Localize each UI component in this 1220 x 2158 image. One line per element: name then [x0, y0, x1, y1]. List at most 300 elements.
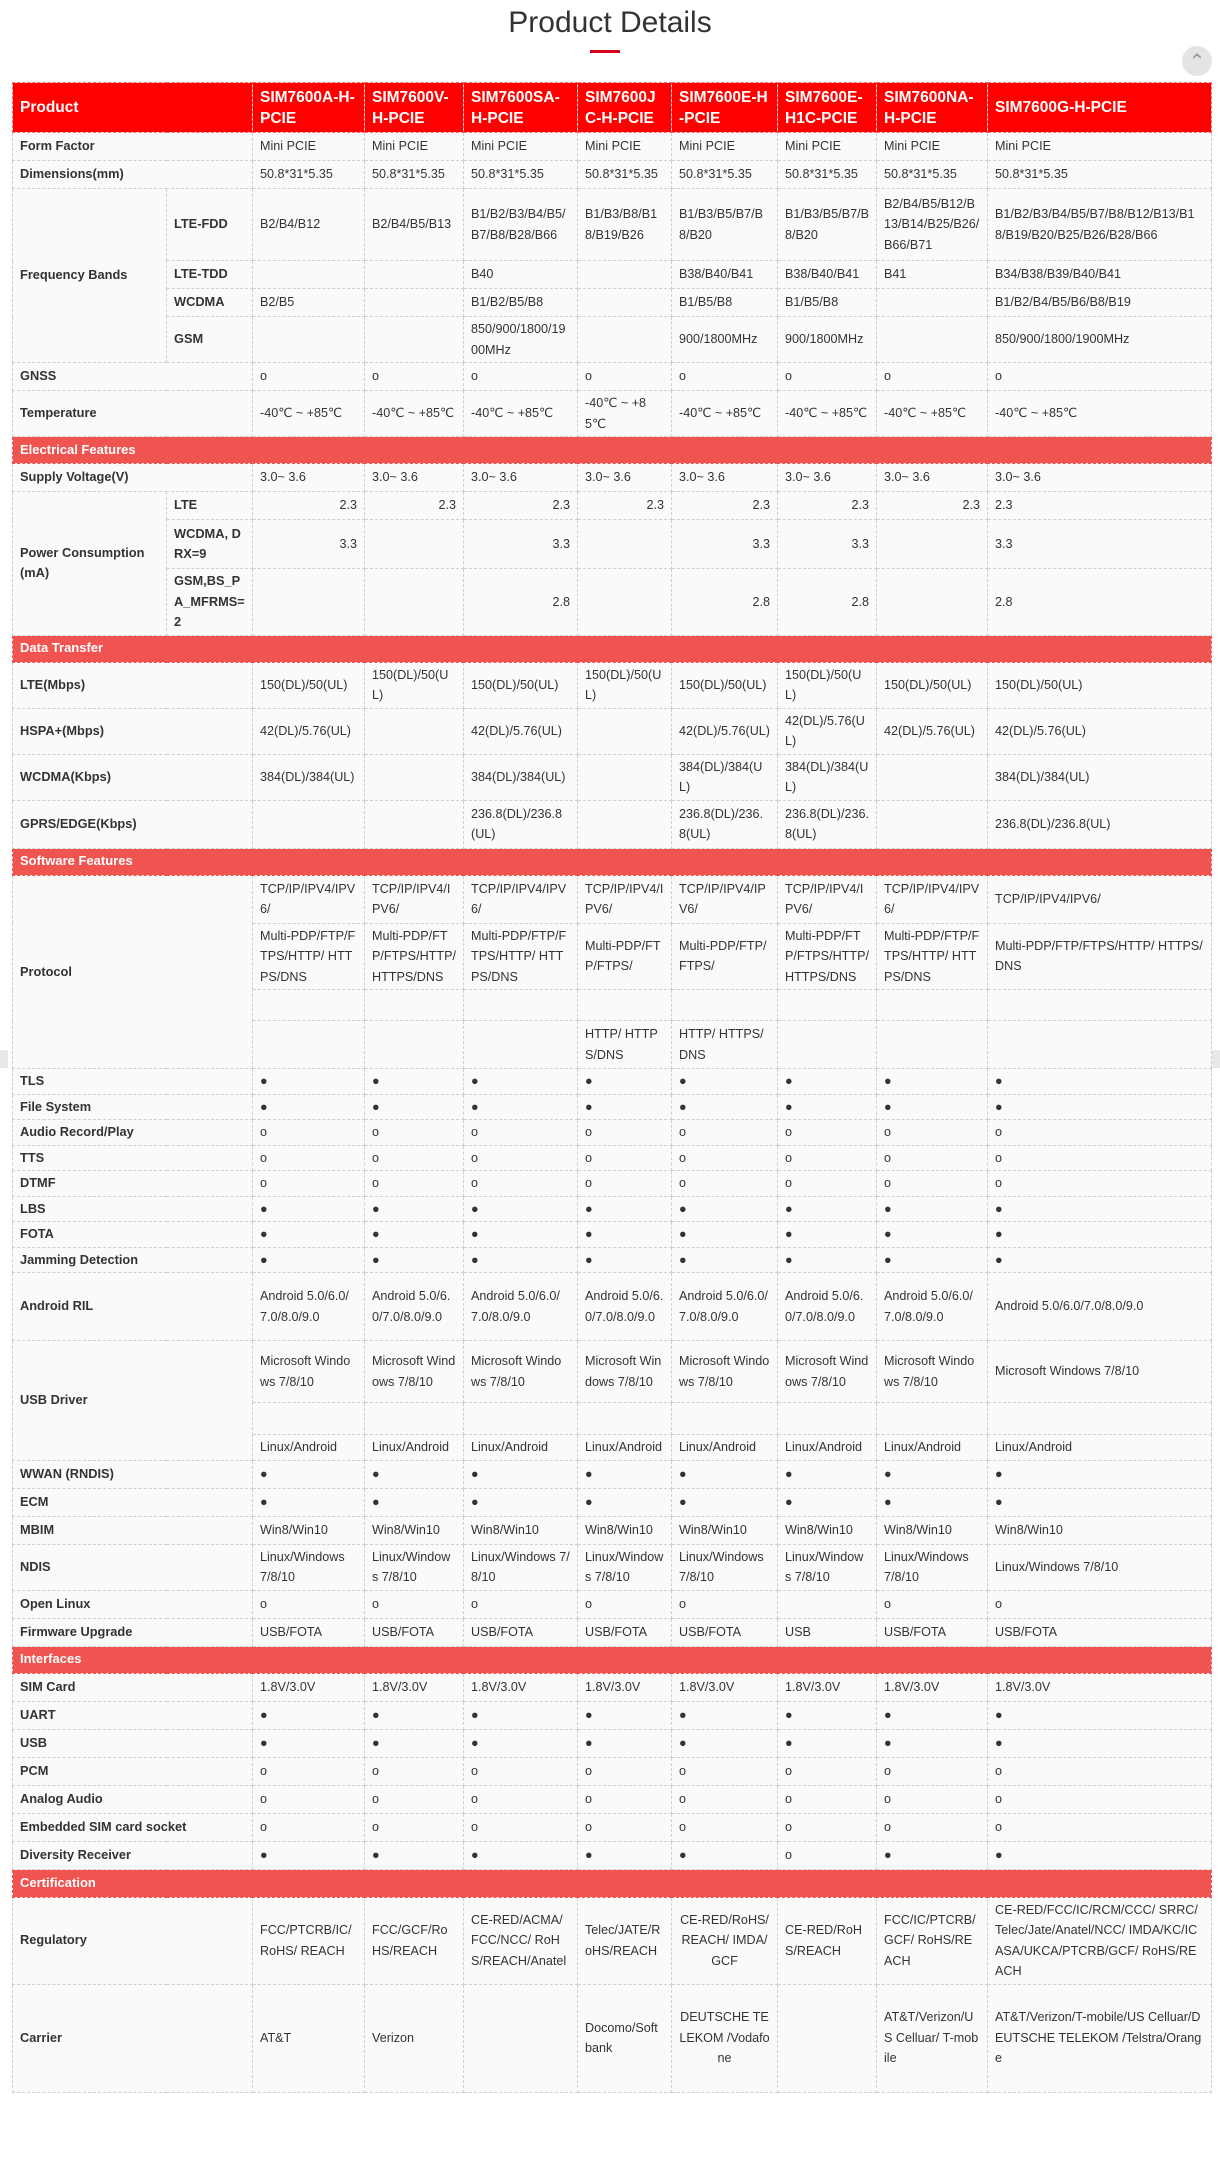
cell-sim-card: 1.8V/3.0V — [578, 1673, 672, 1701]
table-row — [13, 1069, 1212, 1095]
cell-tls: ● — [988, 1069, 1212, 1095]
cell-wcdma: B2/B5 — [253, 289, 365, 317]
cell-pc-gsm — [253, 569, 365, 636]
title-underline — [590, 50, 620, 53]
cell-lbs: ● — [578, 1196, 672, 1222]
cell-proto1: TCP/IP/IPV4/IPV6/ — [988, 875, 1212, 923]
cell-audio: o — [988, 1120, 1212, 1146]
cell-proto2: Multi-PDP/FTP/FTPS/HTTP/ HTTPS/DNS — [778, 923, 877, 990]
cell-usb-linux: Linux/Android — [778, 1435, 877, 1461]
cell-fota: ● — [578, 1222, 672, 1248]
table-row — [13, 391, 1212, 437]
cell-sim-card: 1.8V/3.0V — [877, 1673, 988, 1701]
cell-file-system: ● — [988, 1094, 1212, 1120]
cell-carrier: AT&T/Verizon/T-mobile/US Celluar/DEUTSCHE TELEKOM /Telstra/Orange — [988, 1984, 1212, 2092]
sub-label-pc-wcdma: WCDMA, DRX=9 — [167, 520, 253, 569]
row-label-hspa: HSPA+(Mbps) — [13, 708, 253, 754]
group-label-usb-driver: USB Driver — [13, 1341, 253, 1461]
cell-android-ril: Android 5.0/6.0/7.0/8.0/9.0 — [672, 1273, 778, 1341]
cell-fota: ● — [365, 1222, 464, 1248]
cell-lbs: ● — [988, 1196, 1212, 1222]
cell-wwan: ● — [578, 1460, 672, 1488]
cell-wcdma-kbps: 384(DL)/384(UL) — [464, 754, 578, 800]
table-row — [13, 1516, 1212, 1544]
cell-mbim: Win8/Win10 — [778, 1516, 877, 1544]
cell-usb-blank — [253, 1403, 365, 1435]
cell-gprs — [365, 800, 464, 848]
sub-label-lte-tdd: LTE-TDD — [167, 261, 253, 289]
cell-lte-mbps: 150(DL)/50(UL) — [877, 662, 988, 708]
sub-label-gsm: GSM — [167, 317, 253, 363]
cell-embedded-sim: o — [877, 1813, 988, 1841]
table-row — [13, 1757, 1212, 1785]
cell-firmware: USB/FOTA — [464, 1618, 578, 1646]
cell-uart: ● — [365, 1701, 464, 1729]
cell-analog-audio: o — [253, 1785, 365, 1813]
cell-dimensions: 50.8*31*5.35 — [253, 161, 365, 189]
cell-mbim: Win8/Win10 — [672, 1516, 778, 1544]
cell-carrier: DEUTSCHE TELEKOM /Vodafone — [672, 1984, 778, 2092]
cell-gsm: 900/1800MHz — [778, 317, 877, 363]
cell-ndis: Linux/Windows 7/8/10 — [672, 1544, 778, 1590]
cell-open-linux: o — [365, 1590, 464, 1618]
cell-lte-fdd: B2/B4/B12 — [253, 189, 365, 261]
corner-label: Product — [13, 83, 253, 133]
table-row — [13, 1120, 1212, 1146]
cell-temperature: -40℃ ~ +85℃ — [365, 391, 464, 437]
cell-usb-blank — [988, 1403, 1212, 1435]
cell-tts: o — [464, 1145, 578, 1171]
cell-jamming: ● — [365, 1247, 464, 1273]
cell-open-linux: o — [672, 1590, 778, 1618]
row-label-firmware: Firmware Upgrade — [13, 1618, 253, 1646]
cell-audio: o — [365, 1120, 464, 1146]
cell-pc-lte: 2.3 — [464, 492, 578, 520]
cell-mbim: Win8/Win10 — [988, 1516, 1212, 1544]
cell-sim-card: 1.8V/3.0V — [988, 1673, 1212, 1701]
cell-gsm: 850/900/1800/1900MHz — [464, 317, 578, 363]
table-row — [13, 133, 1212, 161]
cell-gsm — [253, 317, 365, 363]
row-label-temperature: Temperature — [13, 391, 253, 437]
cell-usb-blank — [877, 1403, 988, 1435]
cell-pc-lte: 2.3 — [578, 492, 672, 520]
cell-usb-win: Microsoft Windows 7/8/10 — [778, 1341, 877, 1403]
section-header-software: Software Features — [13, 848, 1212, 875]
table-row — [13, 1460, 1212, 1488]
cell-pc-wcdma: 3.3 — [253, 520, 365, 569]
cell-lte-mbps: 150(DL)/50(UL) — [778, 662, 877, 708]
cell-gnss: o — [253, 363, 365, 391]
cell-audio: o — [877, 1120, 988, 1146]
row-label-uart: UART — [13, 1701, 253, 1729]
model-header: SIM7600A-H-PCIE — [253, 83, 365, 133]
cell-android-ril: Android 5.0/6.0/7.0/8.0/9.0 — [578, 1273, 672, 1341]
cell-open-linux: o — [464, 1590, 578, 1618]
cell-lte-mbps: 150(DL)/50(UL) — [988, 662, 1212, 708]
cell-wcdma: B1/B2/B5/B8 — [464, 289, 578, 317]
cell-pc-wcdma: 3.3 — [672, 520, 778, 569]
cell-firmware: USB/FOTA — [578, 1618, 672, 1646]
cell-proto1: TCP/IP/IPV4/IPV6/ — [778, 875, 877, 923]
cell-gprs — [253, 800, 365, 848]
cell-usb: ● — [365, 1729, 464, 1757]
cell-embedded-sim: o — [578, 1813, 672, 1841]
cell-diversity: ● — [672, 1841, 778, 1869]
cell-wcdma-kbps — [578, 754, 672, 800]
table-row — [13, 1341, 1212, 1403]
cell-form-factor: Mini PCIE — [464, 133, 578, 161]
cell-lte-tdd — [253, 261, 365, 289]
cell-pc-wcdma: 3.3 — [778, 520, 877, 569]
cell-fota: ● — [778, 1222, 877, 1248]
cell-file-system: ● — [578, 1094, 672, 1120]
cell-proto2: Multi-PDP/FTP/FTPS/HTTP/ HTTPS/DNS — [877, 923, 988, 990]
cell-temperature: -40℃ ~ +85℃ — [877, 391, 988, 437]
cell-mbim: Win8/Win10 — [877, 1516, 988, 1544]
cell-wwan: ● — [877, 1460, 988, 1488]
cell-fota: ● — [877, 1222, 988, 1248]
cell-gprs: 236.8(DL)/236.8(UL) — [464, 800, 578, 848]
table-row — [13, 1247, 1212, 1273]
cell-temperature: -40℃ ~ +85℃ — [672, 391, 778, 437]
cell-lte-fdd: B2/B4/B5/B13 — [365, 189, 464, 261]
cell-carrier: Verizon — [365, 1984, 464, 2092]
cell-lte-fdd: B1/B2/B3/B4/B5/B7/B8/B12/B13/B18/B19/B20/B25/B26/B28/B66 — [988, 189, 1212, 261]
cell-tls: ● — [253, 1069, 365, 1095]
cell-dtmf: o — [877, 1171, 988, 1197]
group-label-frequency-bands: Frequency Bands — [13, 189, 167, 363]
cell-form-factor: Mini PCIE — [365, 133, 464, 161]
table-row — [13, 1590, 1212, 1618]
group-label-power-consumption: Power Consumption(mA) — [13, 492, 167, 636]
cell-gsm — [365, 317, 464, 363]
cell-hspa — [578, 708, 672, 754]
cell-tls: ● — [877, 1069, 988, 1095]
table-row — [13, 848, 1212, 875]
cell-open-linux: o — [578, 1590, 672, 1618]
cell-open-linux: o — [253, 1590, 365, 1618]
cell-uart: ● — [877, 1701, 988, 1729]
model-header: SIM7600E-H-PCIE — [672, 83, 778, 133]
cell-android-ril: Android 5.0/6.0/7.0/8.0/9.0 — [778, 1273, 877, 1341]
cell-diversity: o — [778, 1841, 877, 1869]
cell-gprs: 236.8(DL)/236.8(UL) — [778, 800, 877, 848]
cell-proto3 — [464, 990, 578, 1021]
cell-file-system: ● — [877, 1094, 988, 1120]
cell-tls: ● — [365, 1069, 464, 1095]
cell-firmware: USB/FOTA — [365, 1618, 464, 1646]
section-header-certification: Certification — [13, 1869, 1212, 1897]
cell-pc-gsm: 2.8 — [988, 569, 1212, 636]
cell-tls: ● — [672, 1069, 778, 1095]
cell-wcdma: B1/B2/B4/B5/B6/B8/B19 — [988, 289, 1212, 317]
row-label-pcm: PCM — [13, 1757, 253, 1785]
cell-ndis: Linux/Windows 7/8/10 — [365, 1544, 464, 1590]
cell-hspa: 42(DL)/5.76(UL) — [672, 708, 778, 754]
cell-dimensions: 50.8*31*5.35 — [672, 161, 778, 189]
cell-carrier: Docomo/Softbank — [578, 1984, 672, 2092]
cell-mbim: Win8/Win10 — [578, 1516, 672, 1544]
cell-usb-win: Microsoft Windows 7/8/10 — [578, 1341, 672, 1403]
section-header-data: Data Transfer — [13, 635, 1212, 662]
cell-mbim: Win8/Win10 — [253, 1516, 365, 1544]
cell-tls: ● — [778, 1069, 877, 1095]
cell-gnss: o — [578, 363, 672, 391]
cell-usb-linux: Linux/Android — [578, 1435, 672, 1461]
product-details-table — [12, 82, 1212, 2093]
cell-form-factor: Mini PCIE — [988, 133, 1212, 161]
cell-tts: o — [578, 1145, 672, 1171]
cell-gnss: o — [988, 363, 1212, 391]
cell-hspa: 42(DL)/5.76(UL) — [988, 708, 1212, 754]
row-label-ndis: NDIS — [13, 1544, 253, 1590]
cell-lte-tdd: B41 — [877, 261, 988, 289]
cell-usb-linux: Linux/Android — [365, 1435, 464, 1461]
section-header-electrical: Electrical Features — [13, 437, 1212, 464]
page-title: Product Details — [508, 6, 712, 39]
cell-lte-mbps: 150(DL)/50(UL) — [253, 662, 365, 708]
cell-pcm: o — [778, 1757, 877, 1785]
cell-android-ril: Android 5.0/6.0/7.0/8.0/9.0 — [253, 1273, 365, 1341]
cell-supply-voltage: 3.0~ 3.6 — [988, 464, 1212, 492]
cell-proto4: HTTP/ HTTPS/DNS — [672, 1021, 778, 1069]
cell-gnss: o — [365, 363, 464, 391]
cell-analog-audio: o — [988, 1785, 1212, 1813]
cell-diversity: ● — [877, 1841, 988, 1869]
cell-diversity: ● — [578, 1841, 672, 1869]
sub-label-pc-lte: LTE — [167, 492, 253, 520]
cell-usb-blank — [778, 1403, 877, 1435]
cell-wcdma-kbps: 384(DL)/384(UL) — [778, 754, 877, 800]
cell-embedded-sim: o — [988, 1813, 1212, 1841]
cell-gsm — [578, 317, 672, 363]
row-label-gnss: GNSS — [13, 363, 253, 391]
cell-dtmf: o — [672, 1171, 778, 1197]
table-row — [13, 83, 1212, 133]
cell-jamming: ● — [778, 1247, 877, 1273]
cell-fota: ● — [988, 1222, 1212, 1248]
table-row — [13, 1196, 1212, 1222]
cell-dtmf: o — [778, 1171, 877, 1197]
cell-pc-gsm: 2.8 — [464, 569, 578, 636]
cell-ecm: ● — [464, 1488, 578, 1516]
cell-usb-linux: Linux/Android — [988, 1435, 1212, 1461]
row-label-jamming: Jamming Detection — [13, 1247, 253, 1273]
cell-proto3 — [578, 990, 672, 1021]
cell-proto2: Multi-PDP/FTP/FTPS/ — [578, 923, 672, 990]
row-label-dimensions: Dimensions(mm) — [13, 161, 253, 189]
cell-gsm: 850/900/1800/1900MHz — [988, 317, 1212, 363]
cell-dimensions: 50.8*31*5.35 — [365, 161, 464, 189]
cell-ndis: Linux/Windows 7/8/10 — [253, 1544, 365, 1590]
cell-lte-tdd: B38/B40/B41 — [672, 261, 778, 289]
table-row — [13, 1813, 1212, 1841]
cell-gsm — [877, 317, 988, 363]
cell-pc-lte: 2.3 — [365, 492, 464, 520]
cell-proto2: Multi-PDP/FTP/FTPS/HTTP/ HTTPS/DNS — [253, 923, 365, 990]
cell-file-system: ● — [253, 1094, 365, 1120]
sub-label-wcdma: WCDMA — [167, 289, 253, 317]
cell-firmware: USB/FOTA — [877, 1618, 988, 1646]
cell-embedded-sim: o — [464, 1813, 578, 1841]
cell-lte-mbps: 150(DL)/50(UL) — [365, 662, 464, 708]
row-label-tls: TLS — [13, 1069, 253, 1095]
cell-wcdma — [365, 289, 464, 317]
cell-lte-fdd: B1/B3/B5/B7/B8/B20 — [672, 189, 778, 261]
cell-tts: o — [778, 1145, 877, 1171]
cell-ndis: Linux/Windows 7/8/10 — [778, 1544, 877, 1590]
cell-wcdma — [877, 289, 988, 317]
section-header-interfaces: Interfaces — [13, 1646, 1212, 1673]
scroll-left-handle[interactable] — [0, 1050, 8, 1068]
cell-diversity: ● — [464, 1841, 578, 1869]
cell-open-linux: o — [877, 1590, 988, 1618]
row-label-regulatory: Regulatory — [13, 1897, 253, 1984]
cell-usb: ● — [778, 1729, 877, 1757]
cell-fota: ● — [464, 1222, 578, 1248]
cell-regulatory: FCC/PTCRB/IC/RoHS/ REACH — [253, 1897, 365, 1984]
cell-wwan: ● — [365, 1460, 464, 1488]
row-label-tts: TTS — [13, 1145, 253, 1171]
cell-file-system: ● — [778, 1094, 877, 1120]
cell-proto3 — [988, 990, 1212, 1021]
cell-pcm: o — [672, 1757, 778, 1785]
cell-embedded-sim: o — [778, 1813, 877, 1841]
cell-proto4 — [988, 1021, 1212, 1069]
cell-dimensions: 50.8*31*5.35 — [464, 161, 578, 189]
cell-lbs: ● — [672, 1196, 778, 1222]
table-row — [13, 363, 1212, 391]
cell-form-factor: Mini PCIE — [877, 133, 988, 161]
row-label-carrier: Carrier — [13, 1984, 253, 2092]
table-row — [13, 1729, 1212, 1757]
cell-ecm: ● — [877, 1488, 988, 1516]
cell-embedded-sim: o — [253, 1813, 365, 1841]
cell-usb-win: Microsoft Windows 7/8/10 — [877, 1341, 988, 1403]
cell-gsm: 900/1800MHz — [672, 317, 778, 363]
cell-proto1: TCP/IP/IPV4/IPV6/ — [365, 875, 464, 923]
cell-dtmf: o — [578, 1171, 672, 1197]
table-row — [13, 1618, 1212, 1646]
row-label-wwan: WWAN (RNDIS) — [13, 1460, 253, 1488]
row-label-lbs: LBS — [13, 1196, 253, 1222]
row-label-audio: Audio Record/Play — [13, 1120, 253, 1146]
table-row — [13, 1869, 1212, 1897]
cell-ndis: Linux/Windows 7/8/10 — [464, 1544, 578, 1590]
table-row — [13, 1094, 1212, 1120]
cell-diversity: ● — [253, 1841, 365, 1869]
chevron-up-icon: ⌃ — [1188, 51, 1206, 73]
cell-hspa: 42(DL)/5.76(UL) — [253, 708, 365, 754]
row-label-supply-voltage: Supply Voltage(V) — [13, 464, 253, 492]
table-row — [13, 492, 1212, 520]
cell-pc-wcdma: 3.3 — [988, 520, 1212, 569]
cell-hspa: 42(DL)/5.76(UL) — [778, 708, 877, 754]
table-row — [13, 1145, 1212, 1171]
row-label-android-ril: Android RIL — [13, 1273, 253, 1341]
model-header: SIM7600V-H-PCIE — [365, 83, 464, 133]
cell-lte-mbps: 150(DL)/50(UL) — [464, 662, 578, 708]
cell-dtmf: o — [365, 1171, 464, 1197]
group-label-protocol: Protocol — [13, 875, 253, 1069]
cell-usb-linux: Linux/Android — [464, 1435, 578, 1461]
cell-lte-tdd: B40 — [464, 261, 578, 289]
cell-proto3 — [877, 990, 988, 1021]
cell-wcdma-kbps: 384(DL)/384(UL) — [988, 754, 1212, 800]
cell-tls: ● — [464, 1069, 578, 1095]
cell-analog-audio: o — [877, 1785, 988, 1813]
cell-usb-win: Microsoft Windows 7/8/10 — [988, 1341, 1212, 1403]
scroll-right-handle[interactable] — [1212, 1050, 1220, 1068]
cell-android-ril: Android 5.0/6.0/7.0/8.0/9.0 — [365, 1273, 464, 1341]
cell-gnss: o — [877, 363, 988, 391]
cell-proto2: Multi-PDP/FTP/FTPS/HTTP/ HTTPS/DNS — [365, 923, 464, 990]
cell-usb-blank — [365, 1403, 464, 1435]
cell-wcdma-kbps: 384(DL)/384(UL) — [672, 754, 778, 800]
cell-wcdma: B1/B5/B8 — [778, 289, 877, 317]
cell-lte-fdd: B2/B4/B5/B12/B13/B14/B25/B26/B66/B71 — [877, 189, 988, 261]
cell-regulatory: FCC/IC/PTCRB/GCF/ RoHS/REACH — [877, 1897, 988, 1984]
cell-wwan: ● — [464, 1460, 578, 1488]
cell-gprs — [578, 800, 672, 848]
row-label-gprs: GPRS/EDGE(Kbps) — [13, 800, 253, 848]
cell-form-factor: Mini PCIE — [672, 133, 778, 161]
cell-lte-fdd: B1/B3/B5/B7/B8/B20 — [778, 189, 877, 261]
cell-lbs: ● — [464, 1196, 578, 1222]
cell-embedded-sim: o — [365, 1813, 464, 1841]
cell-audio: o — [778, 1120, 877, 1146]
cell-jamming: ● — [464, 1247, 578, 1273]
cell-proto2: Multi-PDP/FTP/FTPS/ — [672, 923, 778, 990]
cell-gnss: o — [464, 363, 578, 391]
cell-pc-gsm: 2.8 — [672, 569, 778, 636]
collapse-up-button[interactable] — [1182, 46, 1212, 76]
cell-proto4: HTTP/ HTTPS/DNS — [578, 1021, 672, 1069]
row-label-ecm: ECM — [13, 1488, 253, 1516]
table-row — [13, 520, 1212, 569]
cell-file-system: ● — [365, 1094, 464, 1120]
cell-ecm: ● — [672, 1488, 778, 1516]
cell-pcm: o — [253, 1757, 365, 1785]
cell-lte-mbps: 150(DL)/50(UL) — [578, 662, 672, 708]
cell-tts: o — [672, 1145, 778, 1171]
row-label-fota: FOTA — [13, 1222, 253, 1248]
cell-dimensions: 50.8*31*5.35 — [877, 161, 988, 189]
cell-uart: ● — [253, 1701, 365, 1729]
table-row — [13, 800, 1212, 848]
cell-proto3 — [672, 990, 778, 1021]
row-label-diversity: Diversity Receiver — [13, 1841, 253, 1869]
cell-proto3 — [365, 990, 464, 1021]
cell-audio: o — [672, 1120, 778, 1146]
table-row — [13, 635, 1212, 662]
cell-wwan: ● — [672, 1460, 778, 1488]
table-row — [13, 317, 1212, 363]
cell-pc-lte: 2.3 — [877, 492, 988, 520]
cell-wcdma-kbps — [365, 754, 464, 800]
cell-carrier — [464, 1984, 578, 2092]
cell-jamming: ● — [672, 1247, 778, 1273]
cell-sim-card: 1.8V/3.0V — [464, 1673, 578, 1701]
cell-wcdma: B1/B5/B8 — [672, 289, 778, 317]
cell-wcdma-kbps — [877, 754, 988, 800]
cell-usb-win: Microsoft Windows 7/8/10 — [365, 1341, 464, 1403]
row-label-embedded-sim: Embedded SIM card socket — [13, 1813, 253, 1841]
cell-form-factor: Mini PCIE — [253, 133, 365, 161]
cell-gprs: 236.8(DL)/236.8(UL) — [988, 800, 1212, 848]
cell-usb: ● — [877, 1729, 988, 1757]
